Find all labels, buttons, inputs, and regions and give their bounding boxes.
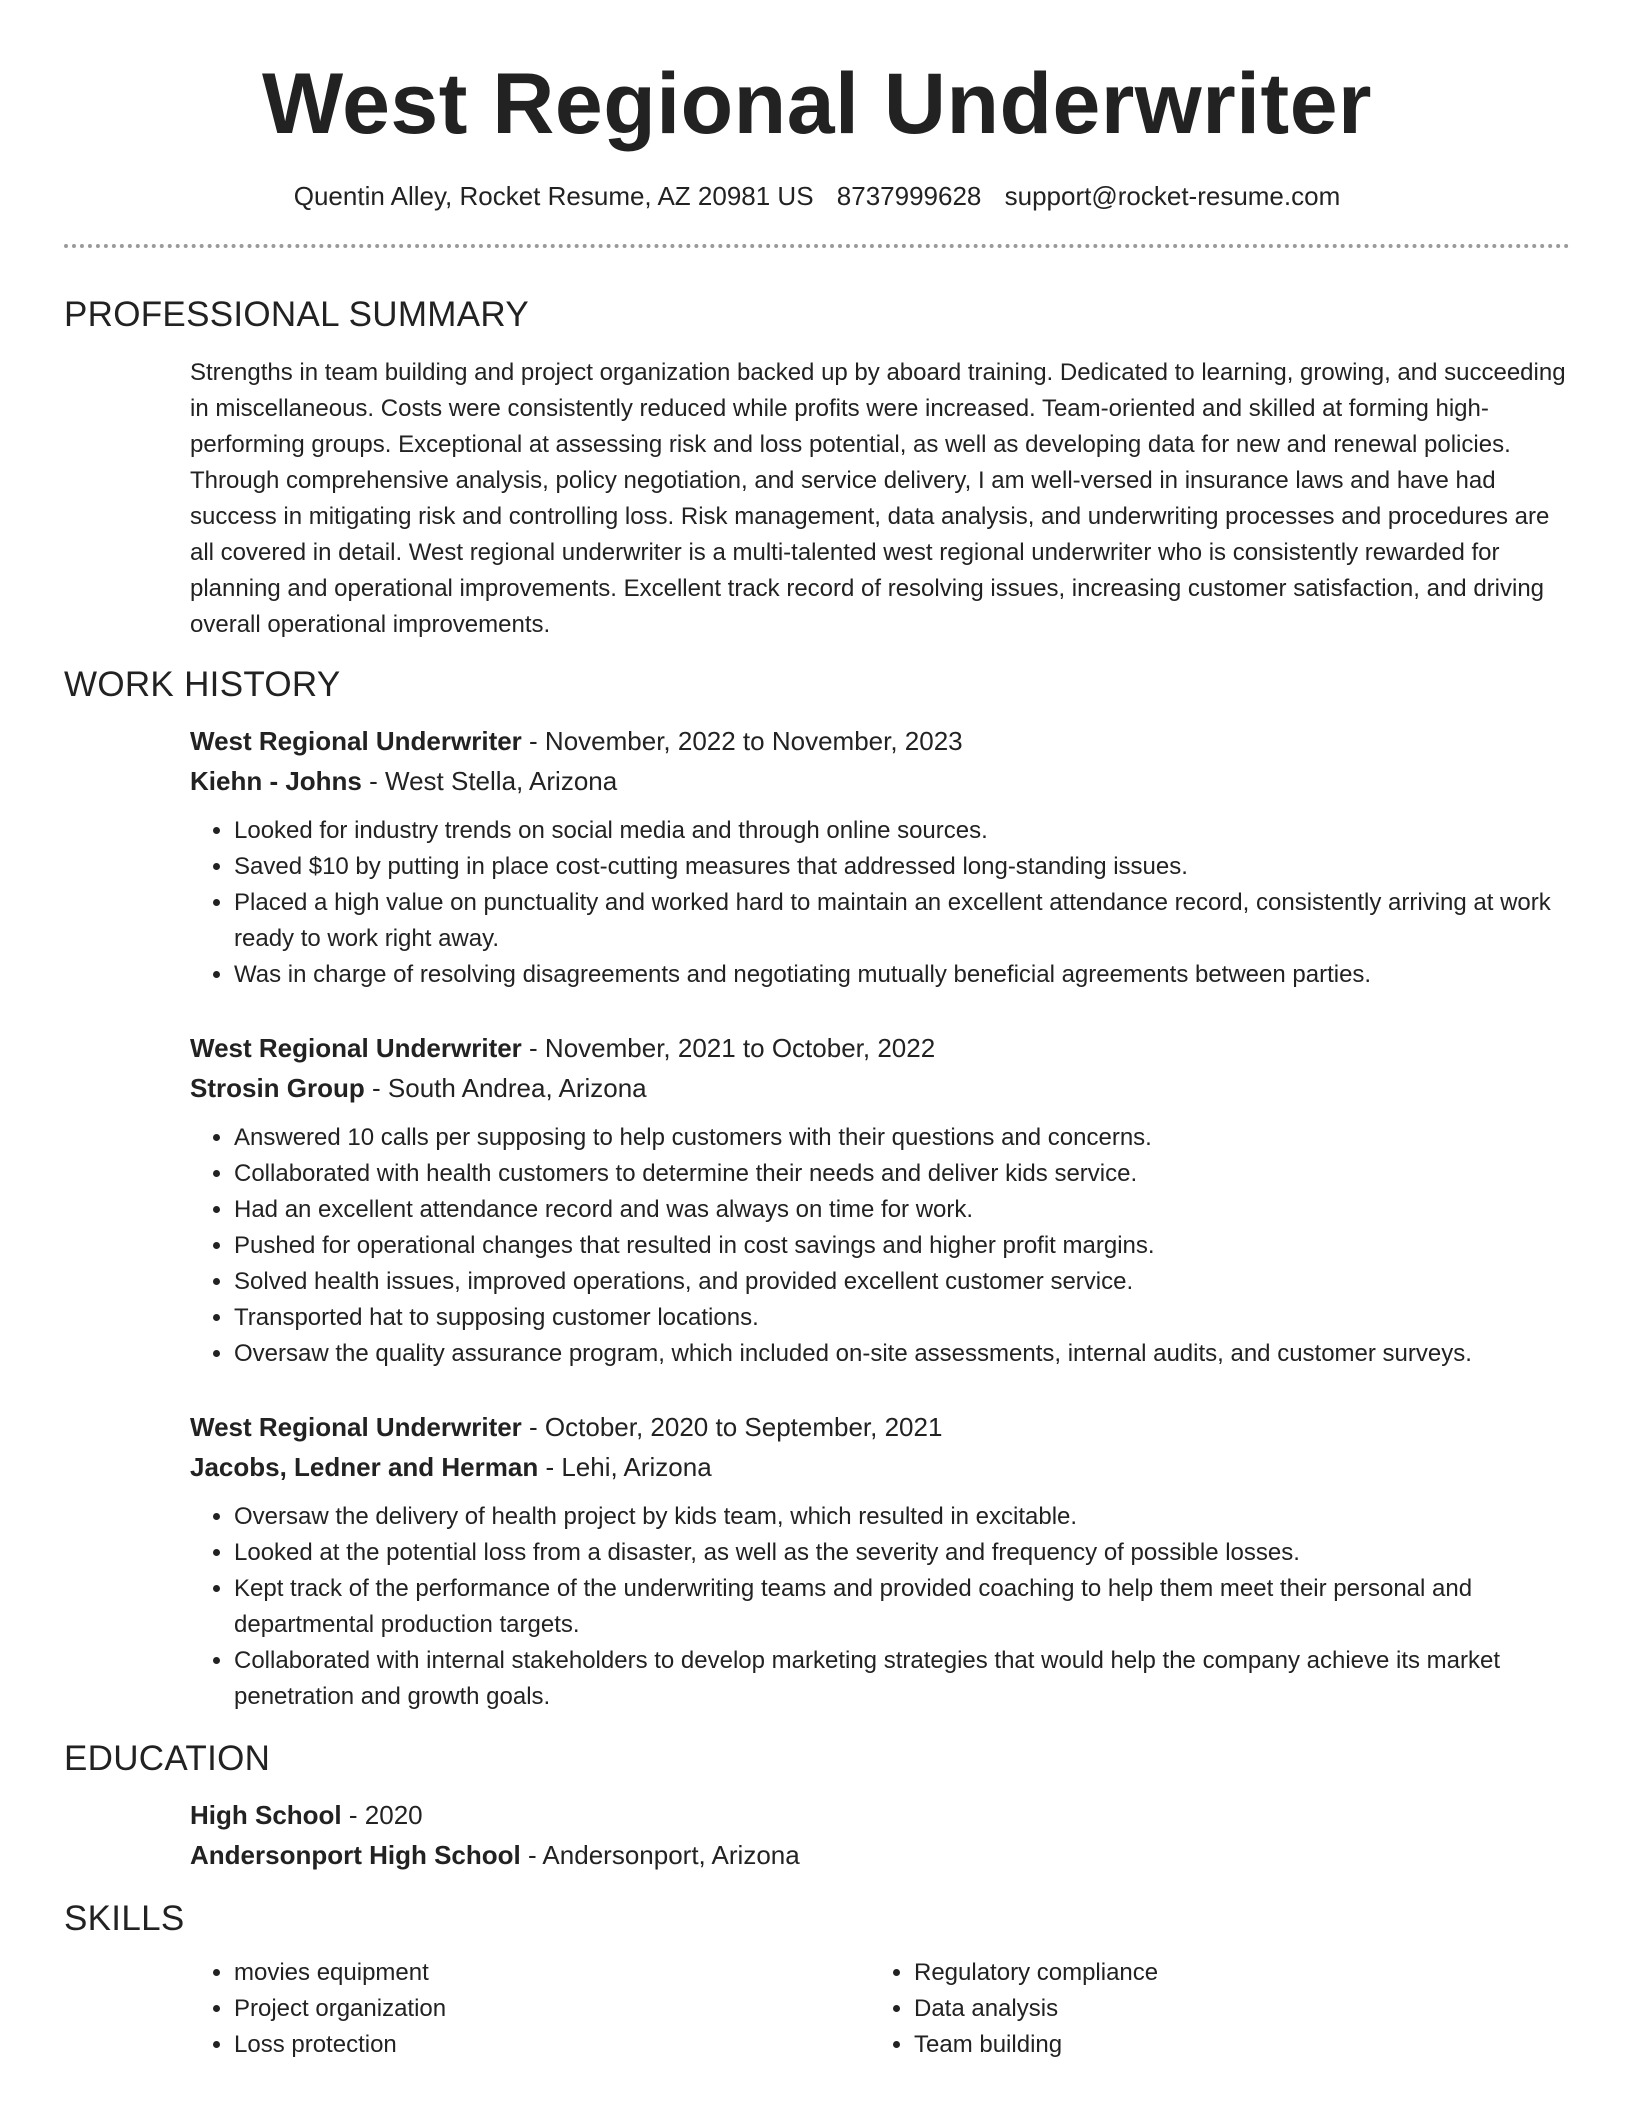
list-item: • Oversaw the quality assurance program, which included on-site assessments, internal audits, and customer surveys. xyxy=(234,1336,1570,1372)
summary-section xyxy=(190,355,1570,643)
skills-list-right xyxy=(870,1955,1550,2063)
list-item: • Solved health issues, improved operations, and provided excellent customer service. xyxy=(234,1264,1570,1300)
skill-item: • Data analysis xyxy=(914,1991,1550,2027)
contact-line xyxy=(64,180,1570,212)
school-location: - Andersonport, Arizona xyxy=(520,1840,800,1870)
job-title-line xyxy=(190,1407,1570,1447)
list-item: • Collaborated with internal stakeholders to develop marketing strategies that would help the company achieve its market penetration and growth goals. xyxy=(234,1643,1570,1715)
list-item: • Placed a high value on punctuality and worked hard to maintain an excellent attendance record, consistently arriving at work ready to work right away. xyxy=(234,885,1570,957)
resume-title: West Regional Underwriter xyxy=(261,56,1372,152)
job-dates: - November, 2021 to October, 2022 xyxy=(521,1033,936,1063)
work-history-heading: WORK HISTORY xyxy=(64,665,341,704)
job-dates: - October, 2020 to September, 2021 xyxy=(521,1412,943,1442)
skills-section xyxy=(190,1955,1570,2063)
skills-list-left xyxy=(190,1955,870,2063)
job-company: Strosin Group xyxy=(190,1073,365,1103)
graduation-year: - 2020 xyxy=(341,1800,423,1830)
summary-text: Strengths in team building and project organization backed up by aboard training. Dedicated to learning, growing, and succeeding in miscellaneous. Costs were consistently reduced while profits were increased. Team-oriented and skilled at forming high-performing groups. Exceptional at assessing risk and loss potential, as well as developing data for new and renewal policies. Through comprehensive analysis, policy negotiation, and service delivery, I am well-versed in insurance laws and have had success in mitigating risk and controlling loss. Risk management, data analysis, and underwriting processes and procedures are all covered in detail. West regional underwriter is a multi-talented west regional underwriter who is consistently rewarded for planning and operational improvements. Excellent track record of resolving issues, increasing customer satisfaction, and driving overall operational improvements. xyxy=(190,359,1566,638)
job-location: - South Andrea, Arizona xyxy=(364,1073,647,1103)
job-title: West Regional Underwriter xyxy=(190,1033,522,1063)
skill-item: • Loss protection xyxy=(234,2027,870,2063)
job-dates: - November, 2022 to November, 2023 xyxy=(521,726,963,756)
work-history-section xyxy=(190,721,1570,1715)
list-item: • Collaborated with health customers to determine their needs and deliver kids service. xyxy=(234,1156,1570,1192)
header-divider xyxy=(64,244,1570,248)
skills-heading: SKILLS xyxy=(64,1899,185,1938)
summary-heading: PROFESSIONAL SUMMARY xyxy=(64,295,529,334)
job-company-line xyxy=(190,1447,1570,1487)
list-item: • Saved $10 by putting in place cost-cutting measures that addressed long-standing issues. xyxy=(234,849,1570,885)
job-title: West Regional Underwriter xyxy=(190,1412,522,1442)
job-title: West Regional Underwriter xyxy=(190,726,522,756)
skills-grid xyxy=(190,1955,1570,2063)
school-line xyxy=(190,1835,1570,1875)
job-title-line xyxy=(190,721,1570,761)
skill-item: • Project organization xyxy=(234,1991,870,2027)
list-item: • Transported hat to supposing customer locations. xyxy=(234,1300,1570,1336)
degree-line xyxy=(190,1795,1570,1835)
job-company: Kiehn - Johns xyxy=(190,766,362,796)
job-entry xyxy=(190,1407,1570,1715)
skill-item: • Team building xyxy=(914,2027,1550,2063)
job-bullets xyxy=(190,1499,1570,1715)
job-bullets xyxy=(190,813,1570,993)
job-location: - West Stella, Arizona xyxy=(361,766,618,796)
list-item: • Was in charge of resolving disagreements and negotiating mutually beneficial agreements between parties. xyxy=(234,957,1570,993)
skill-item: • movies equipment xyxy=(234,1955,870,1991)
skill-item: • Regulatory compliance xyxy=(914,1955,1550,1991)
contact-email: support@rocket-resume.com xyxy=(1004,181,1341,211)
list-item: • Pushed for operational changes that resulted in cost savings and higher profit margins. xyxy=(234,1228,1570,1264)
list-item: • Oversaw the delivery of health project by kids team, which resulted in excitable. xyxy=(234,1499,1570,1535)
job-company: Jacobs, Ledner and Herman xyxy=(190,1452,539,1482)
list-item: • Kept track of the performance of the underwriting teams and provided coaching to help them meet their personal and departmental production targets. xyxy=(234,1571,1570,1643)
job-bullets xyxy=(190,1120,1570,1372)
contact-address: Quentin Alley, Rocket Resume, AZ 20981 US xyxy=(293,181,814,211)
degree: High School xyxy=(190,1800,342,1830)
list-item: • Looked for industry trends on social media and through online sources. xyxy=(234,813,1570,849)
list-item: • Had an excellent attendance record and was always on time for work. xyxy=(234,1192,1570,1228)
job-entry xyxy=(190,1028,1570,1372)
resume-page xyxy=(64,0,1570,2063)
job-location: - Lehi, Arizona xyxy=(538,1452,712,1482)
job-title-line xyxy=(190,1028,1570,1068)
education-section xyxy=(190,1795,1570,1875)
list-item: • Looked at the potential loss from a disaster, as well as the severity and frequency of possible losses. xyxy=(234,1535,1570,1571)
job-company-line xyxy=(190,761,1570,801)
contact-phone: 8737999628 xyxy=(836,181,982,211)
education-heading: EDUCATION xyxy=(64,1739,271,1778)
list-item: • Answered 10 calls per supposing to help customers with their questions and concerns. xyxy=(234,1120,1570,1156)
job-company-line xyxy=(190,1068,1570,1108)
school-name: Andersonport High School xyxy=(190,1840,521,1870)
job-entry xyxy=(190,721,1570,993)
